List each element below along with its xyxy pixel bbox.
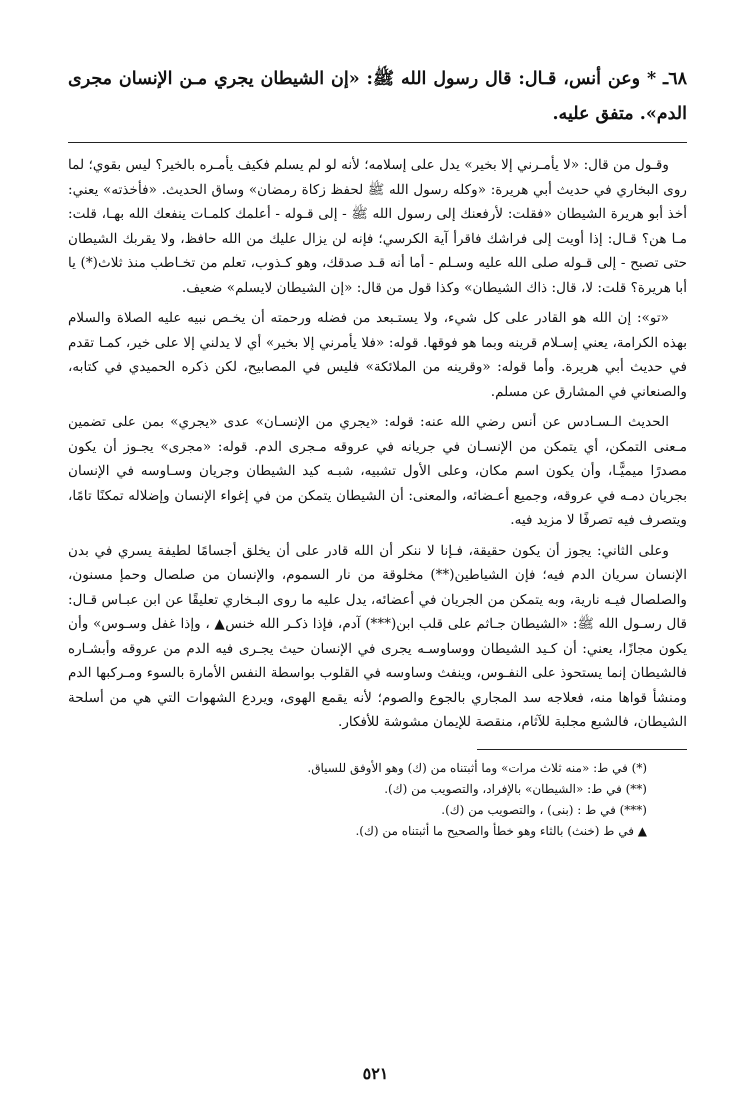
hadith-divider [68,142,687,143]
commentary-paragraph: وقـول من قال: «لا يأمـرني إلا بخير» يدل على إسلامه؛ لأنه لو لم يسلم فكيف يأمـره بالخير؟ ليس بقوي؛ لما روى البخاري في حديث أبي هريرة: «وكله رسول الله ﷺ لحفظ زكاة رمضان» وساق الحديث. «فأخذته» يعني: أخذ أبو هريرة الشيطان «فقلت: لأرفعنك إلى رسول الله ﷺ - إلى قـوله - أعلمك كلمـات ينفعك الله بهـا، قلت: مـا هن؟ قـال: إذا أويت إلى فراشك فاقرأ آية الكرسي؛ فإنه لن يزال عليك من الله حافظ، ولا يقربك الشيطان حتى تصبح - إلى قـوله صلى الله عليه وسـلم - أما أنه قـد صدقك، وهو كـذوب، تعلم من تخـاطب منذ ثلاث(*) يا أبا هريرة؟ قلت: لا، قال: ذاك الشيطان» وكذا قول من قال: «إن الشيطان لايسلم» ضعيف. [68,157,687,296]
footnote: (**) في ط: «الشيطان» بالإفراد، والتصويب من (ك). [384,781,647,796]
footnote: (*) في ط: «منه ثلاث مرات» وما أثبتناه من (ك) وهو الأوفق للسياق. [307,760,647,775]
footnote: (***) في ط : (بنى) ، والتصويب من (ك). [441,802,647,817]
footnote: ▲ في ط (خنث) بالثاء وهو خطأ والصحيح ما أثبتناه من (ك). [355,823,647,838]
hadith-text: ٦٨ـ * وعن أنس، قـال: قال رسول الله ﷺ: «إن الشيطان يجري مـن الإنسان مجرى الدم». متفق عليه. [68,69,687,124]
page-number: ٥٢١ [362,1064,389,1083]
commentary-paragraph: وعلى الثاني: يجوز أن يكون حقيقة، فـإنا لا ننكر أن الله قادر على أن يخلق أجسامًا لطيفة يسري في بدن الإنسان سريان الدم فيه؛ فإن الشياطين(**) مخلوقة من نار السموم، والإنسان من صلصال وحمإ مسنون، والصلصال فيـه نارية، وبه يتمكن من الجريان في أعضائه، يدل عليه ما روى البـخاري تعليقًا عن ابن عبـاس قـال: قال رسـول الله ﷺ: «الشيطان جـاثم على قلب ابن(***) آدم، فإذا ذكـر الله خنس▲ ، وإذا غفل وسـوس» وأن يكون مجازًا، يعني: أن كـيد الشيطان ووساوسـه يجرى في الإنسان حيث يجـرى فيه الدم من عروقه وأبشـاره فالشيطان إنما يستحوذ على النفـوس، وينفث وساوسه في القلوب بواسطة النفس الأمارة بالسوء ومـركبها الدم ومنشأ قواها منه، فعلاجه سد المجاري بالجوع والصوم؛ لأنه يقمع الهوى، ويردع الشهوات التي هي من أسلحة الشيطان، فالشبع مجلبة للآثام، منقصة للإيمان مشوشة للأفكار. [68,542,687,730]
commentary [68,153,687,735]
footnotes [68,758,687,842]
footnote-divider [477,749,687,750]
commentary-paragraph: «تو»: إن الله هو القادر على كل شيء، ولا يستـبعد من فضله ورحمته أن يخـص نبيه عليه الصلاة والسلام بهذه الكرامة، يعني إسـلام قرينه وبما هو فوقها. قوله: «فلا يأمرني إلا بخير» أي لا يدلني إلا على خير، كمـا تقدم في حديث أبي هريرة. وأما قوله: «وقرينه من الملائكة» فليس في المصابيح، لكن ذكره الحميدي في كتابه، والصنعاني في المشارق عن مسلم. [68,310,687,400]
commentary-paragraph: الحديث الـسـادس عن أنس رضي الله عنه: قوله: «يجري من الإنسـان» عدى «يجري» بمن على تضمين مـعنى التمكن، أي يتمكن من الإنسـان في جريانه في عروقه مـجرى الدم. قوله: «مجرى» يجـوز أن يكون مصدرًا ميميًّـا، وأن يكون اسم مكان، وعلى الأول تشبيه، شبـه كيد الشيطان وجريان وسـاوسه في الإنسان بجريان دمـه في عروقه، وجميع أعـضائه، والمعنى: أن الشيطان يتمكن من في إغواء الإنسان وإضلاله تمكنًا تامًا، ويتصرف فيه تصرفًا لا مزيد فيه. [68,414,687,528]
